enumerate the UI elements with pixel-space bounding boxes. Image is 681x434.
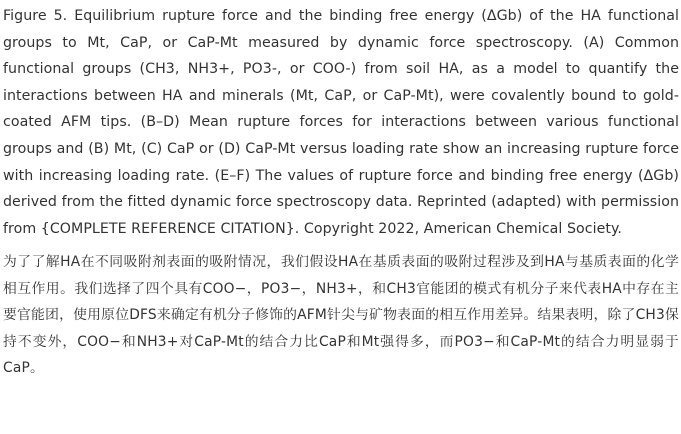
document-body bbox=[3, 3, 679, 381]
chinese-paragraph: 为了了解HA在不同吸附剂表面的吸附情况，我们假设HA在基质表面的吸附过程涉及到HA与基质表面的化学相互作用。我们选择了四个具有COO−，PO3−，NH3+，和CH3官能团的模式有机分子来代表HA中存在主要官能团，使用原位DFS来确定有机分子修饰的AFM针尖与矿物表面的相互作用差异。结果表明，除了CH3保持不变外，COO−和NH3+对CaP-Mt的结合力比CaP和Mt强得多，而PO3−和CaP-Mt的结合力明显弱于CaP。 bbox=[3, 254, 679, 376]
figure-caption: Figure 5. Equilibrium rupture force and the binding free energy (ΔGb) of the HA functional groups to Mt, CaP, or CaP-Mt measured by dynamic force spectroscopy. (A) Common functional groups (CH3, NH3+, PO3-, or COO-) from soil HA, as a model to quantify the interactions between HA and minerals (Mt, CaP, or CaP-Mt), were covalently bound to gold-coated AFM tips. (B–D) Mean rupture forces for interactions between various functional groups and (B) Mt, (C) CaP or (D) CaP-Mt versus loading rate show an increasing rupture force with increasing loading rate. (E–F) The values of rupture force and binding free energy (ΔGb) derived from the fitted dynamic force spectroscopy data. Reprinted (adapted) with permission from {COMPLETE REFERENCE CITATION}. Copyright 2022, American Chemical Society. bbox=[3, 8, 679, 237]
